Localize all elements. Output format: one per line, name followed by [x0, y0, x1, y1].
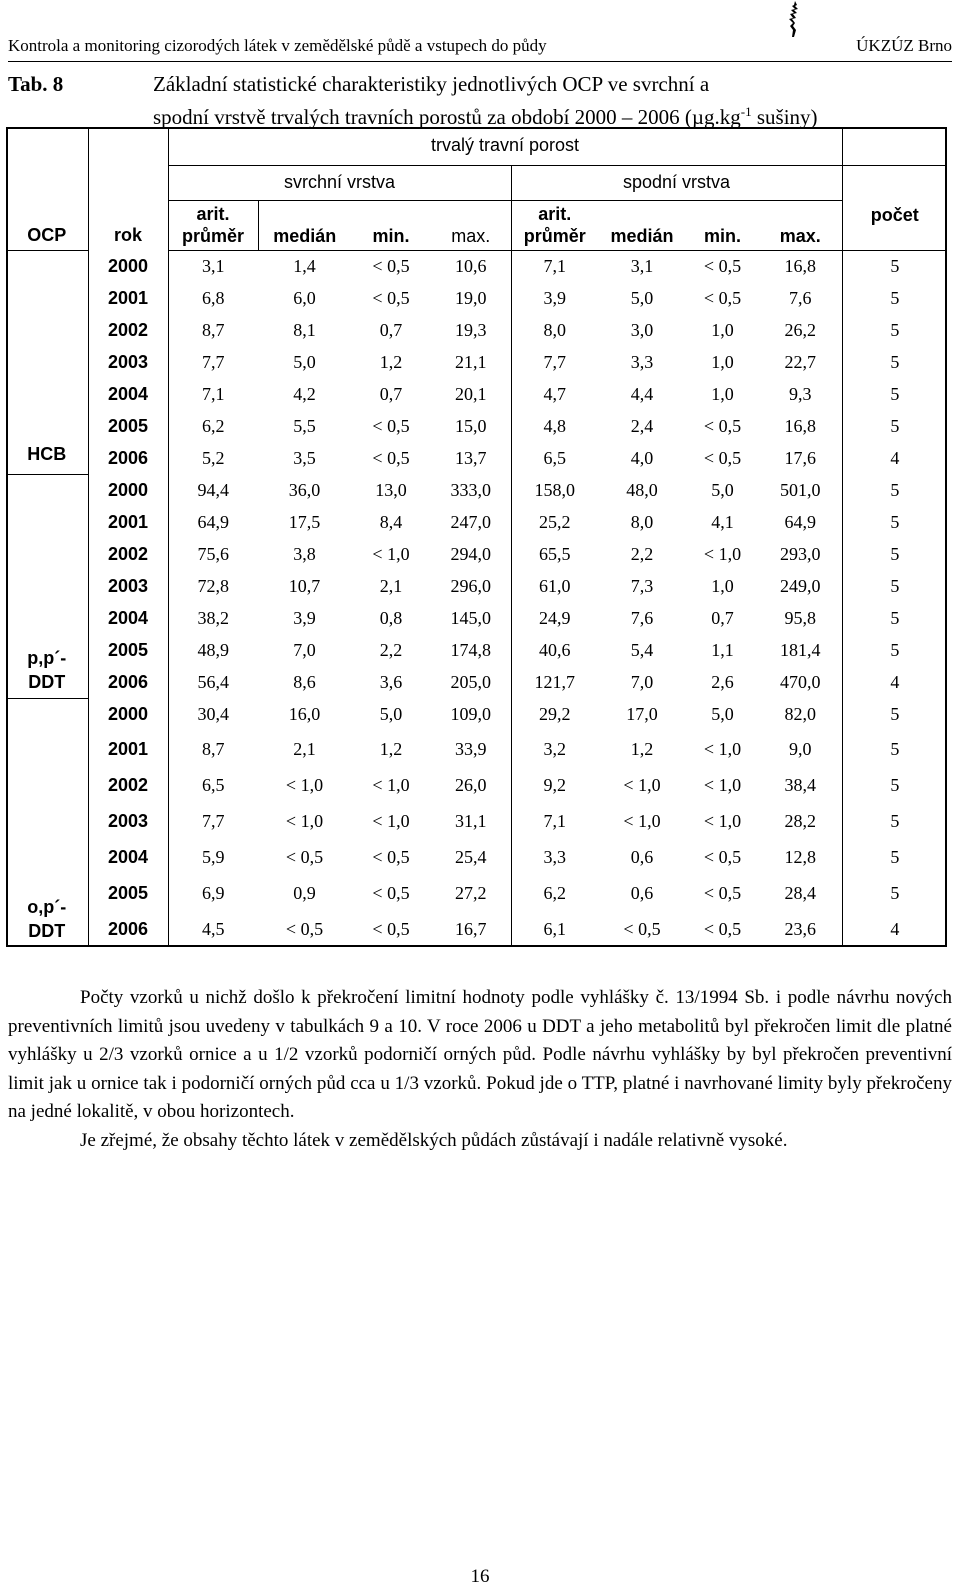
table-row [6, 666, 947, 698]
table-row [6, 570, 947, 602]
caption-line-2-unit: sušiny) [751, 105, 818, 129]
cell-lower-min: 1,0 [711, 351, 734, 372]
cell-upper-max: 21,1 [431, 346, 511, 378]
cell-lower-median: 5,4 [630, 639, 654, 660]
running-title: Kontrola a monitoring cizorodých látek v zemědělské půdě a vstupech do půdy [8, 36, 547, 55]
cell-lower-median: 4,4 [630, 383, 654, 404]
cell-lower-max: 16,8 [759, 410, 842, 442]
cell-lower-max: 293,0 [759, 538, 842, 570]
cell-year: 2005 [88, 410, 168, 442]
cell-count: 5 [890, 575, 900, 596]
cell-lower-median: < 0,5 [623, 918, 661, 939]
cell-count: 5 [890, 415, 900, 436]
cell-lower-mean: 7,1 [543, 255, 566, 276]
cell-lower-max: 28,4 [759, 875, 842, 911]
cell-lower-max: 7,6 [759, 282, 842, 314]
cell-lower-min: 4,1 [711, 511, 734, 532]
upper-mean-header [168, 200, 258, 250]
cell-upper-mean: 5,2 [202, 447, 225, 468]
cell-upper-max: 16,7 [431, 911, 511, 947]
cell-upper-max: 174,8 [431, 634, 511, 666]
group-header: trvalý travní porost [168, 127, 842, 165]
ocp-header-label: OCP [27, 224, 67, 245]
cell-lower-max: 26,2 [759, 314, 842, 346]
table-row [6, 875, 947, 911]
cell-year: 2002 [88, 538, 168, 570]
cell-lower-mean: 4,8 [543, 415, 566, 436]
cell-upper-min: 8,4 [379, 511, 403, 532]
lower-median-header: medián [598, 200, 686, 250]
cell-upper-median: 3,9 [293, 607, 316, 628]
cell-year: 2003 [88, 570, 168, 602]
cell-lower-median: 3,1 [630, 255, 654, 276]
cell-upper-median: < 1,0 [285, 810, 324, 831]
cell-lower-min: < 0,5 [703, 882, 742, 903]
cell-upper-mean: 7,1 [202, 383, 225, 404]
cell-upper-median: 5,0 [293, 351, 316, 372]
table-row [6, 803, 947, 839]
cell-upper-min: < 0,5 [372, 846, 410, 867]
rok-header-label: rok [113, 225, 142, 245]
cell-year: 2001 [88, 731, 168, 767]
cell-upper-min: < 0,5 [372, 882, 410, 903]
caption-superscript: -1 [740, 104, 752, 119]
cell-upper-min: 0,7 [379, 319, 403, 340]
table-row [6, 346, 947, 378]
cell-count: 5 [890, 351, 900, 372]
cell-upper-max: 33,9 [431, 731, 511, 767]
cell-upper-mean: 8,7 [202, 319, 225, 340]
cell-lower-min: < 1,0 [703, 738, 742, 759]
cell-year: 2000 [88, 698, 168, 731]
cell-lower-median: 1,2 [630, 738, 654, 759]
cell-upper-mean: 64,9 [197, 511, 229, 532]
cell-upper-min: < 0,5 [372, 287, 410, 308]
upper-max-header: max. [431, 200, 511, 250]
cell-lower-median: 0,6 [630, 882, 654, 903]
cell-lower-mean: 4,7 [543, 383, 566, 404]
cell-upper-median: 36,0 [288, 479, 321, 500]
cell-count: 4 [890, 447, 900, 468]
upper-mean-label-1: arit. [196, 204, 230, 224]
cell-lower-median: 7,3 [630, 575, 654, 596]
cell-lower-max: 501,0 [759, 474, 842, 506]
cell-upper-median: 3,5 [293, 447, 316, 468]
cell-upper-max: 20,1 [431, 378, 511, 410]
cell-upper-mean: 38,2 [197, 607, 229, 628]
cell-lower-max: 64,9 [759, 506, 842, 538]
cell-upper-mean: 6,8 [202, 287, 225, 308]
cell-lower-median: 0,6 [630, 846, 654, 867]
cell-year: 2004 [88, 378, 168, 410]
cell-upper-max: 27,2 [431, 875, 511, 911]
cell-count: 5 [890, 704, 900, 724]
cell-upper-median: 8,6 [293, 671, 316, 692]
table-row [6, 731, 947, 767]
compound-name-line-1: o,p´- [27, 897, 67, 917]
cell-upper-mean: 48,9 [197, 639, 229, 660]
cell-lower-mean: 24,9 [539, 607, 571, 628]
cell-upper-min: 2,2 [379, 639, 403, 660]
cell-upper-max: 109,0 [431, 698, 511, 731]
organization-logo [784, 0, 806, 38]
cell-upper-median: < 0,5 [285, 918, 324, 939]
compound-name-line-2: DDT [28, 921, 66, 941]
table-row [6, 410, 947, 442]
table-row [6, 378, 947, 410]
table-row [6, 282, 947, 314]
cell-upper-mean: 3,1 [202, 255, 225, 276]
lower-mean-label-2: průměr [523, 226, 586, 246]
cell-count: 4 [890, 671, 900, 692]
cell-upper-median: < 0,5 [285, 846, 324, 867]
cell-upper-min: < 1,0 [372, 810, 410, 831]
cell-lower-min: < 0,5 [703, 255, 742, 276]
cell-lower-max: 9,0 [759, 731, 842, 767]
table-row [6, 911, 947, 947]
cell-lower-mean: 61,0 [539, 575, 571, 596]
compound-label [6, 250, 88, 474]
cell-count: 5 [890, 738, 900, 759]
cell-year: 2004 [88, 602, 168, 634]
cell-lower-mean: 7,1 [543, 810, 566, 831]
cell-lower-min: < 0,5 [703, 447, 742, 468]
cell-upper-median: 3,8 [293, 543, 316, 564]
cell-lower-median: 2,4 [630, 415, 654, 436]
table-body [6, 250, 947, 947]
cell-upper-min: < 0,5 [372, 918, 410, 939]
cell-lower-mean: 29,2 [539, 704, 571, 724]
cell-year: 2001 [88, 506, 168, 538]
cell-upper-min: 2,1 [379, 575, 403, 596]
cell-upper-mean: 30,4 [197, 704, 229, 724]
cell-lower-max: 28,2 [759, 803, 842, 839]
cell-upper-min: 5,0 [379, 704, 403, 724]
cell-lower-min: 2,6 [711, 671, 734, 692]
page-number: 16 [470, 1566, 490, 1587]
cell-upper-median: 4,2 [293, 383, 316, 404]
paragraph-2: Je zřejmé, že obsahy těchto látek v zemědělských půdách zůstávají i nadále relativně vysoké. [80, 1129, 788, 1151]
cell-upper-median: < 1,0 [285, 774, 324, 795]
upper-median-header: medián [258, 200, 351, 250]
cell-lower-mean: 6,1 [543, 918, 566, 939]
cell-year: 2006 [88, 442, 168, 474]
ocp-header [6, 127, 88, 250]
cell-count: 5 [890, 287, 900, 308]
cell-lower-median: < 1,0 [623, 774, 661, 795]
cell-count: 5 [890, 846, 900, 867]
cell-upper-mean: 7,7 [202, 351, 225, 372]
table-row [6, 474, 947, 506]
cell-upper-min: < 1,0 [372, 543, 410, 564]
cell-lower-min: < 1,0 [703, 810, 742, 831]
cell-lower-mean: 6,2 [543, 882, 566, 903]
cell-lower-min: < 0,5 [703, 287, 742, 308]
cell-upper-max: 10,6 [431, 250, 511, 282]
cell-year: 2000 [88, 250, 168, 282]
cell-upper-median: 2,1 [293, 738, 316, 759]
cell-lower-min: 1,0 [711, 575, 734, 596]
cell-upper-mean: 56,4 [197, 671, 229, 692]
cell-lower-median: 5,0 [630, 287, 654, 308]
cell-upper-mean: 6,5 [202, 774, 225, 795]
cell-upper-min: 3,6 [379, 671, 403, 692]
table-row [6, 506, 947, 538]
cell-lower-max: 16,8 [759, 250, 842, 282]
cell-lower-median: 3,0 [630, 319, 654, 340]
cell-count: 5 [890, 319, 900, 340]
body-text [8, 984, 952, 1155]
cell-upper-median: 0,9 [293, 882, 316, 903]
caption-text [153, 70, 953, 131]
lower-layer-header: spodní vrstva [511, 165, 842, 200]
cell-upper-median: 8,1 [293, 319, 316, 340]
cell-upper-min: < 0,5 [372, 415, 410, 436]
table-row [6, 634, 947, 666]
cell-lower-min: 5,0 [711, 704, 734, 724]
organization-name: ÚKZÚZ Brno [856, 36, 952, 55]
cell-upper-max: 31,1 [431, 803, 511, 839]
table-row [6, 767, 947, 803]
cell-upper-mean: 75,6 [197, 543, 229, 564]
upper-min-header: min. [351, 200, 431, 250]
lower-mean-label-1: arit. [538, 204, 572, 224]
cell-upper-mean: 7,7 [202, 810, 225, 831]
caption-label: Tab. 8 [8, 72, 64, 96]
cell-lower-min: 1,0 [711, 383, 734, 404]
table-row [6, 442, 947, 474]
cell-upper-median: 17,5 [288, 511, 321, 532]
upper-layer-header: svrchní vrstva [168, 165, 511, 200]
cell-lower-mean: 7,7 [543, 351, 566, 372]
cell-lower-mean: 3,2 [543, 738, 566, 759]
cell-count: 5 [890, 882, 900, 903]
cell-upper-median: 7,0 [293, 639, 316, 660]
cell-upper-min: 0,8 [379, 607, 403, 628]
cell-upper-min: 1,2 [379, 351, 403, 372]
cell-lower-median: 4,0 [630, 447, 654, 468]
cell-lower-median: 48,0 [626, 479, 658, 500]
cell-lower-mean: 8,0 [543, 319, 566, 340]
cell-lower-max: 9,3 [759, 378, 842, 410]
cell-lower-max: 23,6 [759, 911, 842, 947]
table-row [6, 538, 947, 570]
cell-upper-max: 19,0 [431, 282, 511, 314]
cell-count: 5 [890, 383, 900, 404]
cell-upper-min: < 1,0 [372, 774, 410, 795]
cell-year: 2005 [88, 634, 168, 666]
cell-count: 5 [890, 511, 900, 532]
cell-count: 5 [890, 479, 900, 500]
cell-lower-min: 1,0 [711, 319, 734, 340]
cell-count: 4 [890, 918, 900, 939]
cell-count: 5 [890, 607, 900, 628]
cell-lower-median: < 1,0 [623, 810, 661, 831]
cell-count: 5 [890, 543, 900, 564]
cell-upper-max: 205,0 [431, 666, 511, 698]
cell-lower-median: 2,2 [630, 543, 654, 564]
cell-year: 2002 [88, 767, 168, 803]
compound-name-line-1: HCB [27, 443, 67, 464]
cell-upper-median: 6,0 [293, 287, 316, 308]
cell-lower-mean: 3,9 [543, 287, 566, 308]
cell-year: 2006 [88, 911, 168, 947]
cell-lower-median: 17,0 [626, 704, 658, 724]
cell-upper-mean: 94,4 [197, 479, 229, 500]
cell-lower-median: 7,0 [630, 671, 654, 692]
cell-upper-max: 247,0 [431, 506, 511, 538]
lower-mean-header [511, 200, 598, 250]
table-row [6, 314, 947, 346]
cell-upper-max: 145,0 [431, 602, 511, 634]
cell-lower-max: 249,0 [759, 570, 842, 602]
cell-lower-mean: 65,5 [539, 543, 571, 564]
cell-count: 5 [890, 255, 900, 276]
cell-upper-median: 16,0 [288, 704, 321, 724]
cell-upper-max: 26,0 [431, 767, 511, 803]
cell-lower-median: 3,3 [630, 351, 654, 372]
lower-min-header: min. [686, 200, 759, 250]
cell-lower-mean: 3,3 [543, 846, 566, 867]
cell-year: 2002 [88, 314, 168, 346]
caption-line-1: Základní statistické charakteristiky jednotlivých OCP ve svrchní a [153, 72, 710, 96]
upper-mean-label-2: průměr [181, 226, 244, 246]
cell-upper-median: 5,5 [293, 415, 316, 436]
count-header-top [842, 127, 947, 165]
cell-year: 2003 [88, 346, 168, 378]
cell-upper-max: 333,0 [431, 474, 511, 506]
cell-upper-min: 1,2 [379, 738, 403, 759]
cell-upper-min: 0,7 [379, 383, 403, 404]
cell-lower-max: 12,8 [759, 839, 842, 875]
cell-year: 2000 [88, 474, 168, 506]
cell-upper-max: 19,3 [431, 314, 511, 346]
cell-count: 5 [890, 639, 900, 660]
header-rule [8, 61, 952, 62]
lower-max-header: max. [759, 200, 842, 250]
cell-lower-mean: 158,0 [534, 479, 575, 500]
cell-upper-min: < 0,5 [372, 447, 410, 468]
cell-year: 2006 [88, 666, 168, 698]
table-row [6, 698, 947, 731]
cell-upper-median: 10,7 [288, 575, 321, 596]
cell-upper-min: < 0,5 [372, 255, 410, 276]
cell-year: 2004 [88, 839, 168, 875]
cell-upper-mean: 5,9 [202, 846, 225, 867]
cell-lower-mean: 25,2 [539, 511, 571, 532]
caption-line-2-text: spodní vrstvě trvalých travních porostů za období 2000 – 2006 (µg.kg [153, 105, 741, 129]
cell-upper-max: 296,0 [431, 570, 511, 602]
cell-upper-mean: 72,8 [197, 575, 229, 596]
count-header: počet [842, 200, 947, 250]
cell-lower-max: 95,8 [759, 602, 842, 634]
cell-upper-mean: 6,9 [202, 882, 225, 903]
cell-count: 5 [890, 810, 900, 831]
cell-lower-max: 17,6 [759, 442, 842, 474]
cell-upper-max: 13,7 [431, 442, 511, 474]
cell-lower-max: 38,4 [759, 767, 842, 803]
cell-lower-min: < 1,0 [703, 543, 742, 564]
cell-lower-min: 5,0 [711, 479, 734, 500]
cell-upper-mean: 6,2 [202, 415, 225, 436]
cell-lower-min: < 0,5 [703, 415, 742, 436]
cell-lower-median: 8,0 [630, 511, 654, 532]
cell-upper-max: 15,0 [431, 410, 511, 442]
cell-lower-mean: 9,2 [543, 774, 566, 795]
cell-lower-median: 7,6 [630, 607, 654, 628]
cell-upper-mean: 4,5 [202, 918, 225, 939]
table-row [6, 602, 947, 634]
header-row-1 [6, 127, 947, 165]
cell-lower-max: 22,7 [759, 346, 842, 378]
statistics-table [6, 127, 947, 947]
cell-year: 2005 [88, 875, 168, 911]
rok-header [88, 127, 168, 250]
cell-lower-min: < 1,0 [703, 774, 742, 795]
cell-lower-mean: 40,6 [539, 639, 571, 660]
table-row [6, 250, 947, 282]
compound-label [6, 698, 88, 947]
cell-lower-max: 470,0 [759, 666, 842, 698]
table-row [6, 839, 947, 875]
count-header-mid [842, 165, 947, 200]
cell-year: 2001 [88, 282, 168, 314]
paragraph-1: Počty vzorků u nichž došlo k překročení limitní hodnoty podle vyhlášky č. 13/1994 Sb. i podle návrhu nových preventivních limitů jsou uvedeny v tabulkách 9 a 10. V roce 2006 u DDT a jeho metabolitů byl překročen limit dle platné vyhlášky u 2/3 vzorků ornice a u 1/2 vzorků podorničí orných půd. Podle návrhu vyhlášky by byl překročen preventivní limit jak u ornice tak i podorničí orných půd cca u 1/3 vzorků. Pokud jde o TTP, platné i navrhované limity byly překročeny na jedné lokalitě, v obou horizontech. [8, 987, 952, 1122]
cell-lower-mean: 6,5 [543, 447, 566, 468]
cell-lower-mean: 121,7 [534, 671, 575, 692]
cell-lower-min: 0,7 [711, 607, 734, 628]
cell-lower-max: 181,4 [759, 634, 842, 666]
compound-label [6, 474, 88, 698]
cell-upper-max: 25,4 [431, 839, 511, 875]
cell-lower-min: 1,1 [711, 639, 734, 660]
cell-upper-min: 13,0 [375, 479, 407, 500]
cell-count: 5 [890, 774, 900, 795]
cell-lower-max: 82,0 [759, 698, 842, 731]
cell-upper-max: 294,0 [431, 538, 511, 570]
cell-year: 2003 [88, 803, 168, 839]
cell-lower-min: < 0,5 [703, 918, 742, 939]
running-header [8, 36, 952, 60]
cell-upper-median: 1,4 [293, 255, 316, 276]
compound-name-line-1: p,p´- [27, 647, 67, 668]
compound-name-line-2: DDT [28, 671, 66, 692]
cell-upper-mean: 8,7 [202, 738, 225, 759]
cell-lower-min: < 0,5 [703, 846, 742, 867]
